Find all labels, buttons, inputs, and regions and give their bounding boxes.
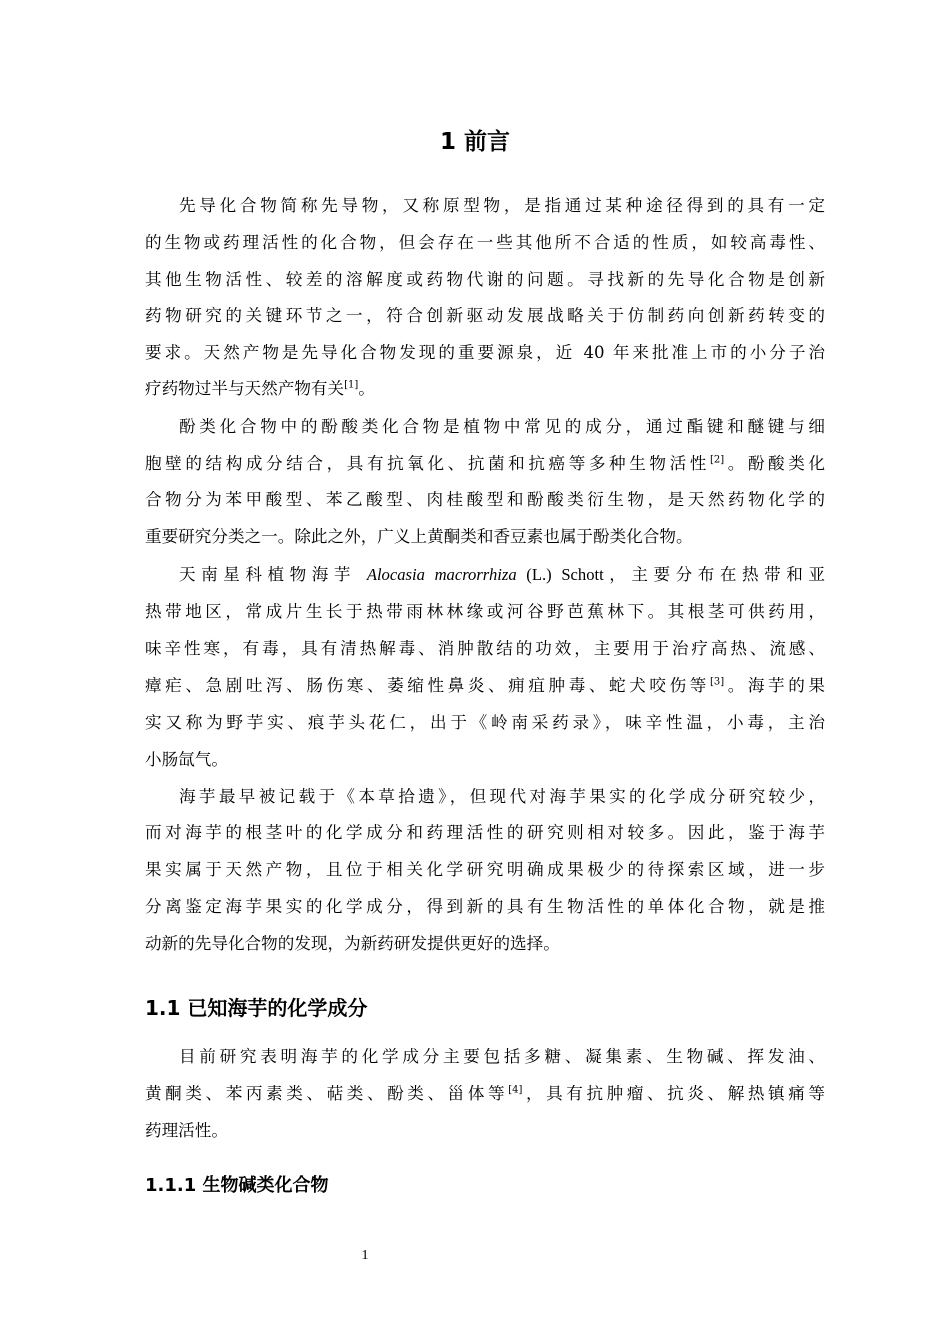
text-line: 海芋最早被记载于《本草拾遗》，但现代对海芋果实的化学成分研究较少， xyxy=(179,787,825,806)
text-line: 先导化合物简称先导物，又称原型物，是指通过某种途径得到的具有一定 xyxy=(179,196,825,215)
citation-ref: [3] xyxy=(709,676,725,688)
page-number: 1 xyxy=(361,1248,369,1263)
text-line: 药物研究的关键环节之一，符合创新驱动发展战略关于仿制药向创新药转变的 xyxy=(145,306,825,325)
text-line: 疗药物过半与天然产物有关[1]。 xyxy=(145,379,375,398)
text-line: 黄酮类、苯丙素类、萜类、酚类、甾体等[4]，具有抗肿瘤、抗炎、解热镇痛等 xyxy=(145,1084,826,1103)
text-line: 酚类化合物中的酚酸类化合物是植物中常见的成分，通过酯键和醚键与细 xyxy=(179,417,825,436)
text-line: 其他生物活性、较差的溶解度或药物代谢的问题。寻找新的先导化合物是创新 xyxy=(145,270,825,289)
text-line: 的生物或药理活性的化合物，但会存在一些其他所不合适的性质，如较高毒性、 xyxy=(145,233,825,252)
text-line: 重要研究分类之一。除此之外，广义上黄酮类和香豆素也属于酚类化合物。 xyxy=(145,527,693,546)
text-line: 小肠氙气。 xyxy=(145,750,228,769)
text-line: 天南星科植物海芋 Alocasia macrorrhiza (L.) Schott，主要分布在热带和亚 xyxy=(179,565,825,584)
citation-ref: [2] xyxy=(709,454,725,466)
text-line: 目前研究表明海芋的化学成分主要包括多糖、凝集素、生物碱、挥发油、 xyxy=(179,1047,825,1066)
text-line: 要求。天然产物是先导化合物发现的重要源泉，近 40 年来批准上市的小分子治 xyxy=(145,343,825,362)
text-line: 果实属于天然产物，且位于相关化学研究明确成果极少的待探索区域，进一步 xyxy=(145,860,825,879)
text-line: 药理活性。 xyxy=(145,1121,228,1140)
text-line: 动新的先导化合物的发现，为新药研发提供更好的选择。 xyxy=(145,934,560,953)
text-line: 胞壁的结构成分结合，具有抗氧化、抗菌和抗癌等多种生物活性[2]。酚酸类化 xyxy=(145,454,826,473)
text-line: 而对海芋的根茎叶的化学成分和药理活性的研究则相对较多。因此，鉴于海芋 xyxy=(145,823,825,842)
section-heading-1-1-1: 1.1.1 生物碱类化合物 xyxy=(145,1175,329,1196)
section-heading-1-1: 1.1 已知海芋的化学成分 xyxy=(145,996,368,1020)
text-line: 热带地区，常成片生长于热带雨林林缘或河谷野芭蕉林下。其根茎可供药用， xyxy=(145,602,825,621)
species-name: Alocasia macrorrhiza xyxy=(366,565,517,584)
text-line: 实又称为野芋实、痕芋头花仁，出于《岭南采药录》，味辛性温，小毒，主治 xyxy=(145,713,825,732)
text-line: 合物分为苯甲酸型、苯乙酸型、肉桂酸型和酚酸类衍生物，是天然药物化学的 xyxy=(145,490,825,509)
chapter-heading: 1 前言 xyxy=(439,129,510,155)
text-line: 分离鉴定海芋果实的化学成分，得到新的具有生物活性的单体化合物，就是推 xyxy=(145,897,825,916)
citation-ref: [1] xyxy=(344,379,359,391)
text-line: 味辛性寒，有毒，具有清热解毒、消肿散结的功效，主要用于治疗高热、流感、 xyxy=(145,639,825,658)
text-line: 瘴疟、急剧吐泻、肠伤寒、萎缩性鼻炎、痈疽肿毒、蛇犬咬伤等[3]。海芋的果 xyxy=(145,676,826,695)
citation-ref: [4] xyxy=(508,1084,523,1096)
